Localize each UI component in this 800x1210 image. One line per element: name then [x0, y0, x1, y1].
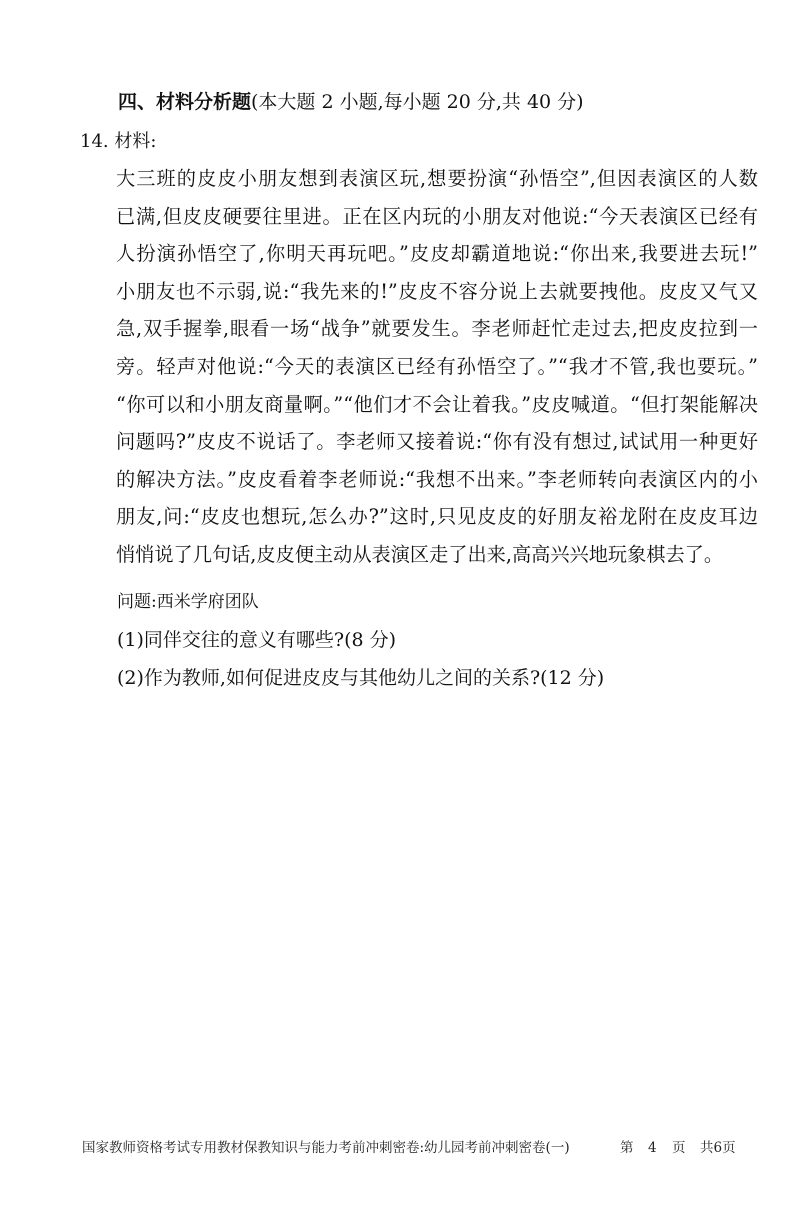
- section-heading: [118, 88, 584, 116]
- material-line: 朋友,问:“皮皮也想玩,怎么办?”这时,只见皮皮的好朋友裕龙附在皮皮耳边: [116, 505, 758, 529]
- sub-question-1: (1)同伴交往的意义有哪些?(8 分): [117, 629, 397, 651]
- page-footer: [82, 1138, 742, 1158]
- footer-page-prefix: 第: [620, 1140, 634, 1156]
- section-scoring-note: (本大题 2 小题,每小题 20 分,共 40 分): [251, 91, 584, 113]
- question-number-label: 14. 材料:: [80, 131, 157, 152]
- material-line: 人扮演孙悟空了,你明天再玩吧。”皮皮却霸道地说:“你出来,我要进去玩!”: [116, 242, 758, 266]
- problem-label: 问题:西米学府团队: [117, 592, 259, 612]
- material-passage: [116, 160, 758, 574]
- footer-page-number: 4: [648, 1140, 657, 1156]
- footer-book-title: 国家教师资格考试专用教材保教知识与能力考前冲刺密卷:幼儿园考前冲刺密卷(一): [82, 1140, 570, 1156]
- material-line: 问题吗?”皮皮不说话了。李老师又接着说:“你有没有想过,试试用一种更好: [116, 430, 758, 454]
- sub-question-2: (2)作为教师,如何促进皮皮与其他幼儿之间的关系?(12 分): [117, 667, 605, 689]
- material-line: 已满,但皮皮硬要往里进。正在区内玩的小朋友对他说:“今天表演区已经有: [116, 204, 758, 228]
- material-line: 旁。轻声对他说:“今天的表演区已经有孙悟空了。”“我才不管,我也要玩。”: [116, 354, 758, 378]
- material-line: 急,双手握拳,眼看一场“战争”就要发生。李老师赶忙走过去,把皮皮拉到一: [116, 317, 758, 341]
- material-line: 小朋友也不示弱,说:“我先来的!”皮皮不容分说上去就要拽他。皮皮又气又: [116, 279, 758, 303]
- material-line: “你可以和小朋友商量啊。”“他们才不会让着我。”皮皮喊道。“但打架能解决: [116, 392, 758, 416]
- section-title: 四、材料分析题: [118, 91, 252, 113]
- material-line: 大三班的皮皮小朋友想到表演区玩,想要扮演“孙悟空”,但因表演区的人数: [116, 167, 758, 190]
- material-line: 悄悄说了几句话,皮皮便主动从表演区走了出来,高高兴兴地玩象棋去了。: [116, 542, 724, 566]
- footer-total-pages: 共6页: [700, 1140, 736, 1156]
- material-line: 的解决方法。”皮皮看着李老师说:“我想不出来。”李老师转向表演区内的小: [116, 467, 758, 491]
- footer-page-unit: 页: [672, 1140, 686, 1156]
